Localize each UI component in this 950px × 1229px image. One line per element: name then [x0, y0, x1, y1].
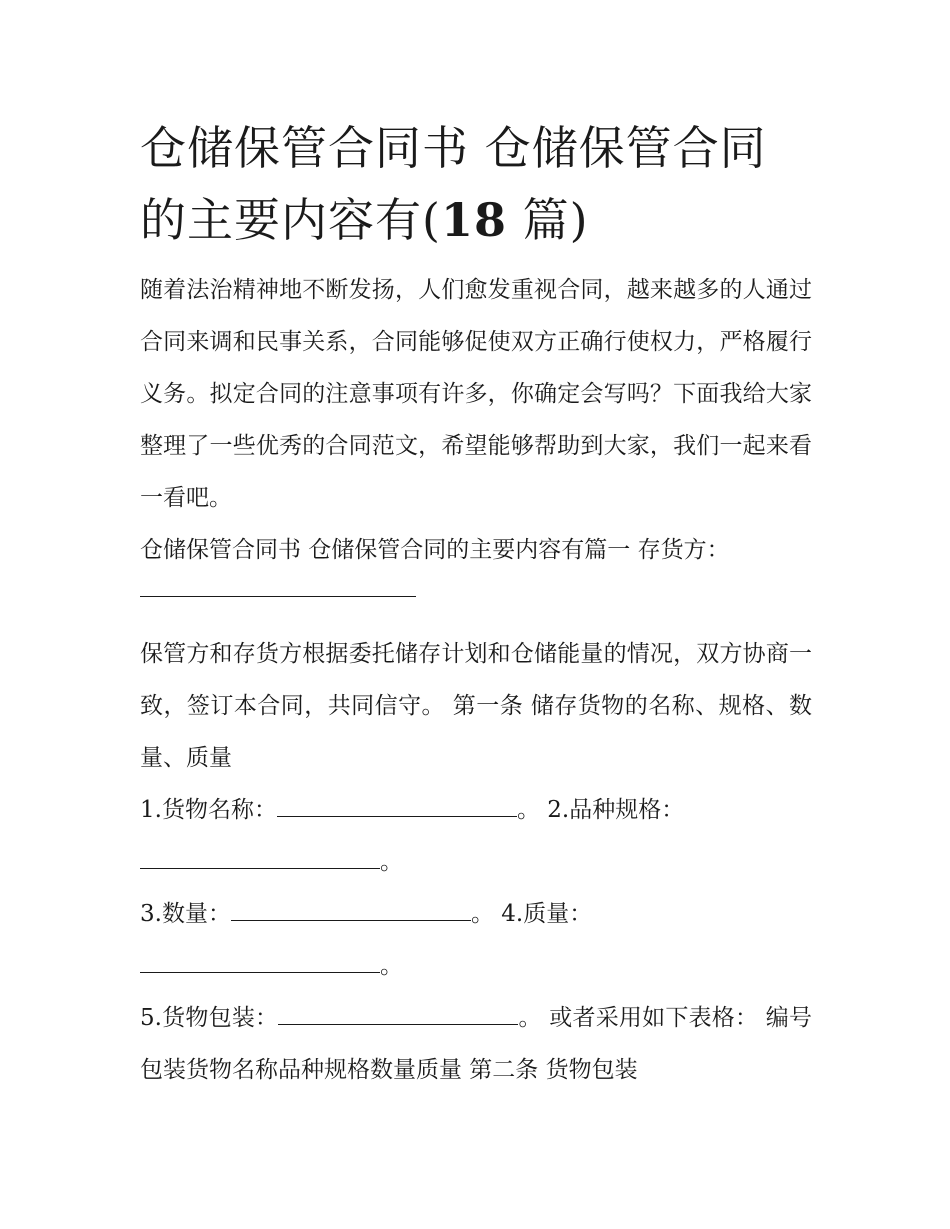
document-title [140, 112, 812, 256]
depositor-blank [140, 576, 416, 597]
item-3-label: 3.数量： [140, 901, 231, 927]
title-number: 18 [440, 193, 507, 247]
item-5-end: 。 或者采用如下表格： 编号包装货物名称品种规格数量质量 第二条 货物包装 [140, 1005, 812, 1083]
item-5-label: 5.货物包装： [140, 1005, 279, 1031]
item-3-end: 。 4.质量： [470, 901, 593, 927]
agreement-paragraph: 保管方和存货方根据委托储存计划和仓储能量的情况，双方协商一致，签订本合同，共同信守。 第一条 储存货物的名称、规格、数量、质量 [140, 641, 812, 771]
depositor-blank-row [140, 576, 812, 628]
item-4-end: 。 [380, 953, 403, 979]
document-page [140, 112, 812, 1096]
item-1-row [140, 784, 812, 836]
item-1-label: 1.货物名称： [140, 797, 277, 823]
intro-paragraph: 随着法治精神地不断发扬，人们愈发重视合同，越来越多的人通过合同来调和民事关系，合同能够促使双方正确行使权力，严格履行义务。拟定合同的注意事项有许多，你确定会写吗？下面我给大家整理了一些优秀的合同范文，希望能够帮助到大家，我们一起来看一看吧。 [140, 277, 812, 511]
title-text-1: 仓储保管合同书 仓储保管合同的主要内容有( [140, 121, 767, 247]
item-5-row [140, 992, 812, 1096]
item-3-row [140, 888, 812, 940]
item-1-end: 。 2.品种规格： [516, 797, 685, 823]
item-3-blank [231, 900, 471, 921]
item-5-blank [278, 1004, 518, 1025]
item-2-blank [140, 848, 380, 869]
item-4-blank [140, 952, 380, 973]
item-4-row [140, 940, 812, 992]
item-1-blank [277, 796, 517, 817]
title-text-2: 篇) [506, 193, 589, 247]
item-2-end: 。 [380, 849, 403, 875]
section-heading: 仓储保管合同书 仓储保管合同的主要内容有篇一 存货方： [140, 537, 730, 563]
item-2-row [140, 836, 812, 888]
